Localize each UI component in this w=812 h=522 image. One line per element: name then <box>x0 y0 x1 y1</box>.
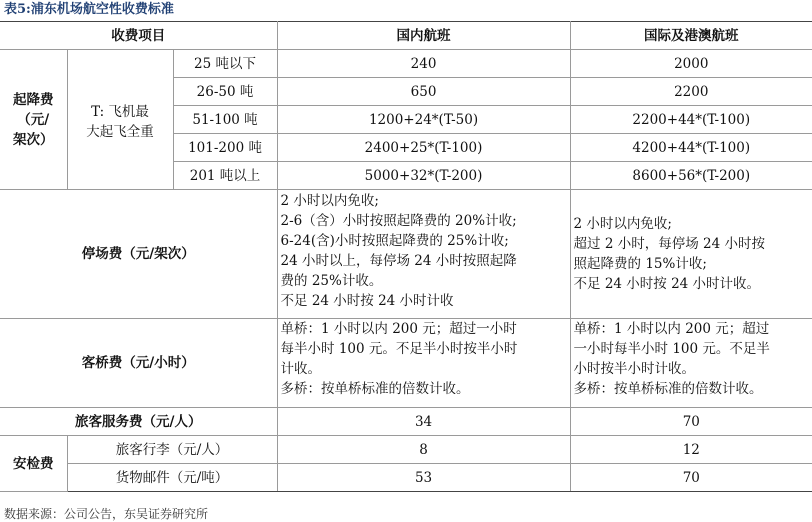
table-header-row <box>0 22 812 50</box>
international-value: 2000 <box>570 50 812 78</box>
domestic-value: 650 <box>277 78 570 106</box>
table-row <box>0 190 812 319</box>
table-row <box>0 436 812 464</box>
domestic-value: 2400+25*(T-100) <box>277 134 570 162</box>
table-caption: 表5:浦东机场航空性收费标准 <box>4 2 174 17</box>
header-domestic: 国内航班 <box>277 22 570 50</box>
international-value: 4200+44*(T-100) <box>570 134 812 162</box>
parking-fee-label: 停场费（元/架次） <box>0 190 277 319</box>
header-international: 国际及港澳航班 <box>570 22 812 50</box>
weight-band: 26-50 吨 <box>173 78 277 106</box>
parking-domestic-rule: 2 小时以内免收; 2-6（含）小时按照起降费的 20%计收; 6-24(含)小时按照起降费的 25%计收; 24 小时以上，每停场 24 小时按照起降 费的 25%计收。 不足 24 小时按 24 小时计收 <box>277 190 570 319</box>
data-source-note: 数据来源：公司公告，东吴证券研究所 <box>4 507 209 521</box>
max-takeoff-weight-note: T: 飞机最 大起飞全重 <box>67 50 173 190</box>
domestic-value: 53 <box>277 464 570 492</box>
header-fee-item: 收费项目 <box>0 22 277 50</box>
security-fee-label: 安检费 <box>0 436 67 492</box>
table-row <box>0 50 812 78</box>
domestic-value: 1200+24*(T-50) <box>277 106 570 134</box>
bridge-domestic-rule: 单桥：1 小时以内 200 元；超过一小时 每半小时 100 元。不足半小时按半小时 计收。 多桥：按单桥标准的倍数计收。 <box>277 319 570 408</box>
fee-table <box>0 21 812 492</box>
international-value: 8600+56*(T-200) <box>570 162 812 190</box>
domestic-value: 240 <box>277 50 570 78</box>
international-value: 70 <box>570 464 812 492</box>
weight-band: 101-200 吨 <box>173 134 277 162</box>
security-sub-label: 货物邮件（元/吨） <box>67 464 277 492</box>
bridge-international-rule: 单桥：1 小时以内 200 元；超过 一小时每半小时 100 元。不足半 小时按半小时计收。 多桥：按单桥标准的倍数计收。 <box>570 319 812 408</box>
international-value: 2200+44*(T-100) <box>570 106 812 134</box>
international-value: 2200 <box>570 78 812 106</box>
domestic-value: 34 <box>277 408 570 436</box>
bridge-fee-label: 客桥费（元/小时） <box>0 319 277 408</box>
passenger-service-fee-label: 旅客服务费（元/人） <box>0 408 277 436</box>
weight-band: 201 吨以上 <box>173 162 277 190</box>
international-value: 70 <box>570 408 812 436</box>
domestic-value: 5000+32*(T-200) <box>277 162 570 190</box>
international-value: 12 <box>570 436 812 464</box>
table-row <box>0 464 812 492</box>
table-row <box>0 408 812 436</box>
weight-band: 25 吨以下 <box>173 50 277 78</box>
domestic-value: 8 <box>277 436 570 464</box>
weight-band: 51-100 吨 <box>173 106 277 134</box>
security-sub-label: 旅客行李（元/人） <box>67 436 277 464</box>
parking-international-rule: 2 小时以内免收; 超过 2 小时，每停场 24 小时按 照起降费的 15%计收; 不足 24 小时按 24 小时计收。 <box>570 190 812 319</box>
landing-fee-label: 起降费 （元/ 架次） <box>0 50 67 190</box>
table-row <box>0 319 812 408</box>
